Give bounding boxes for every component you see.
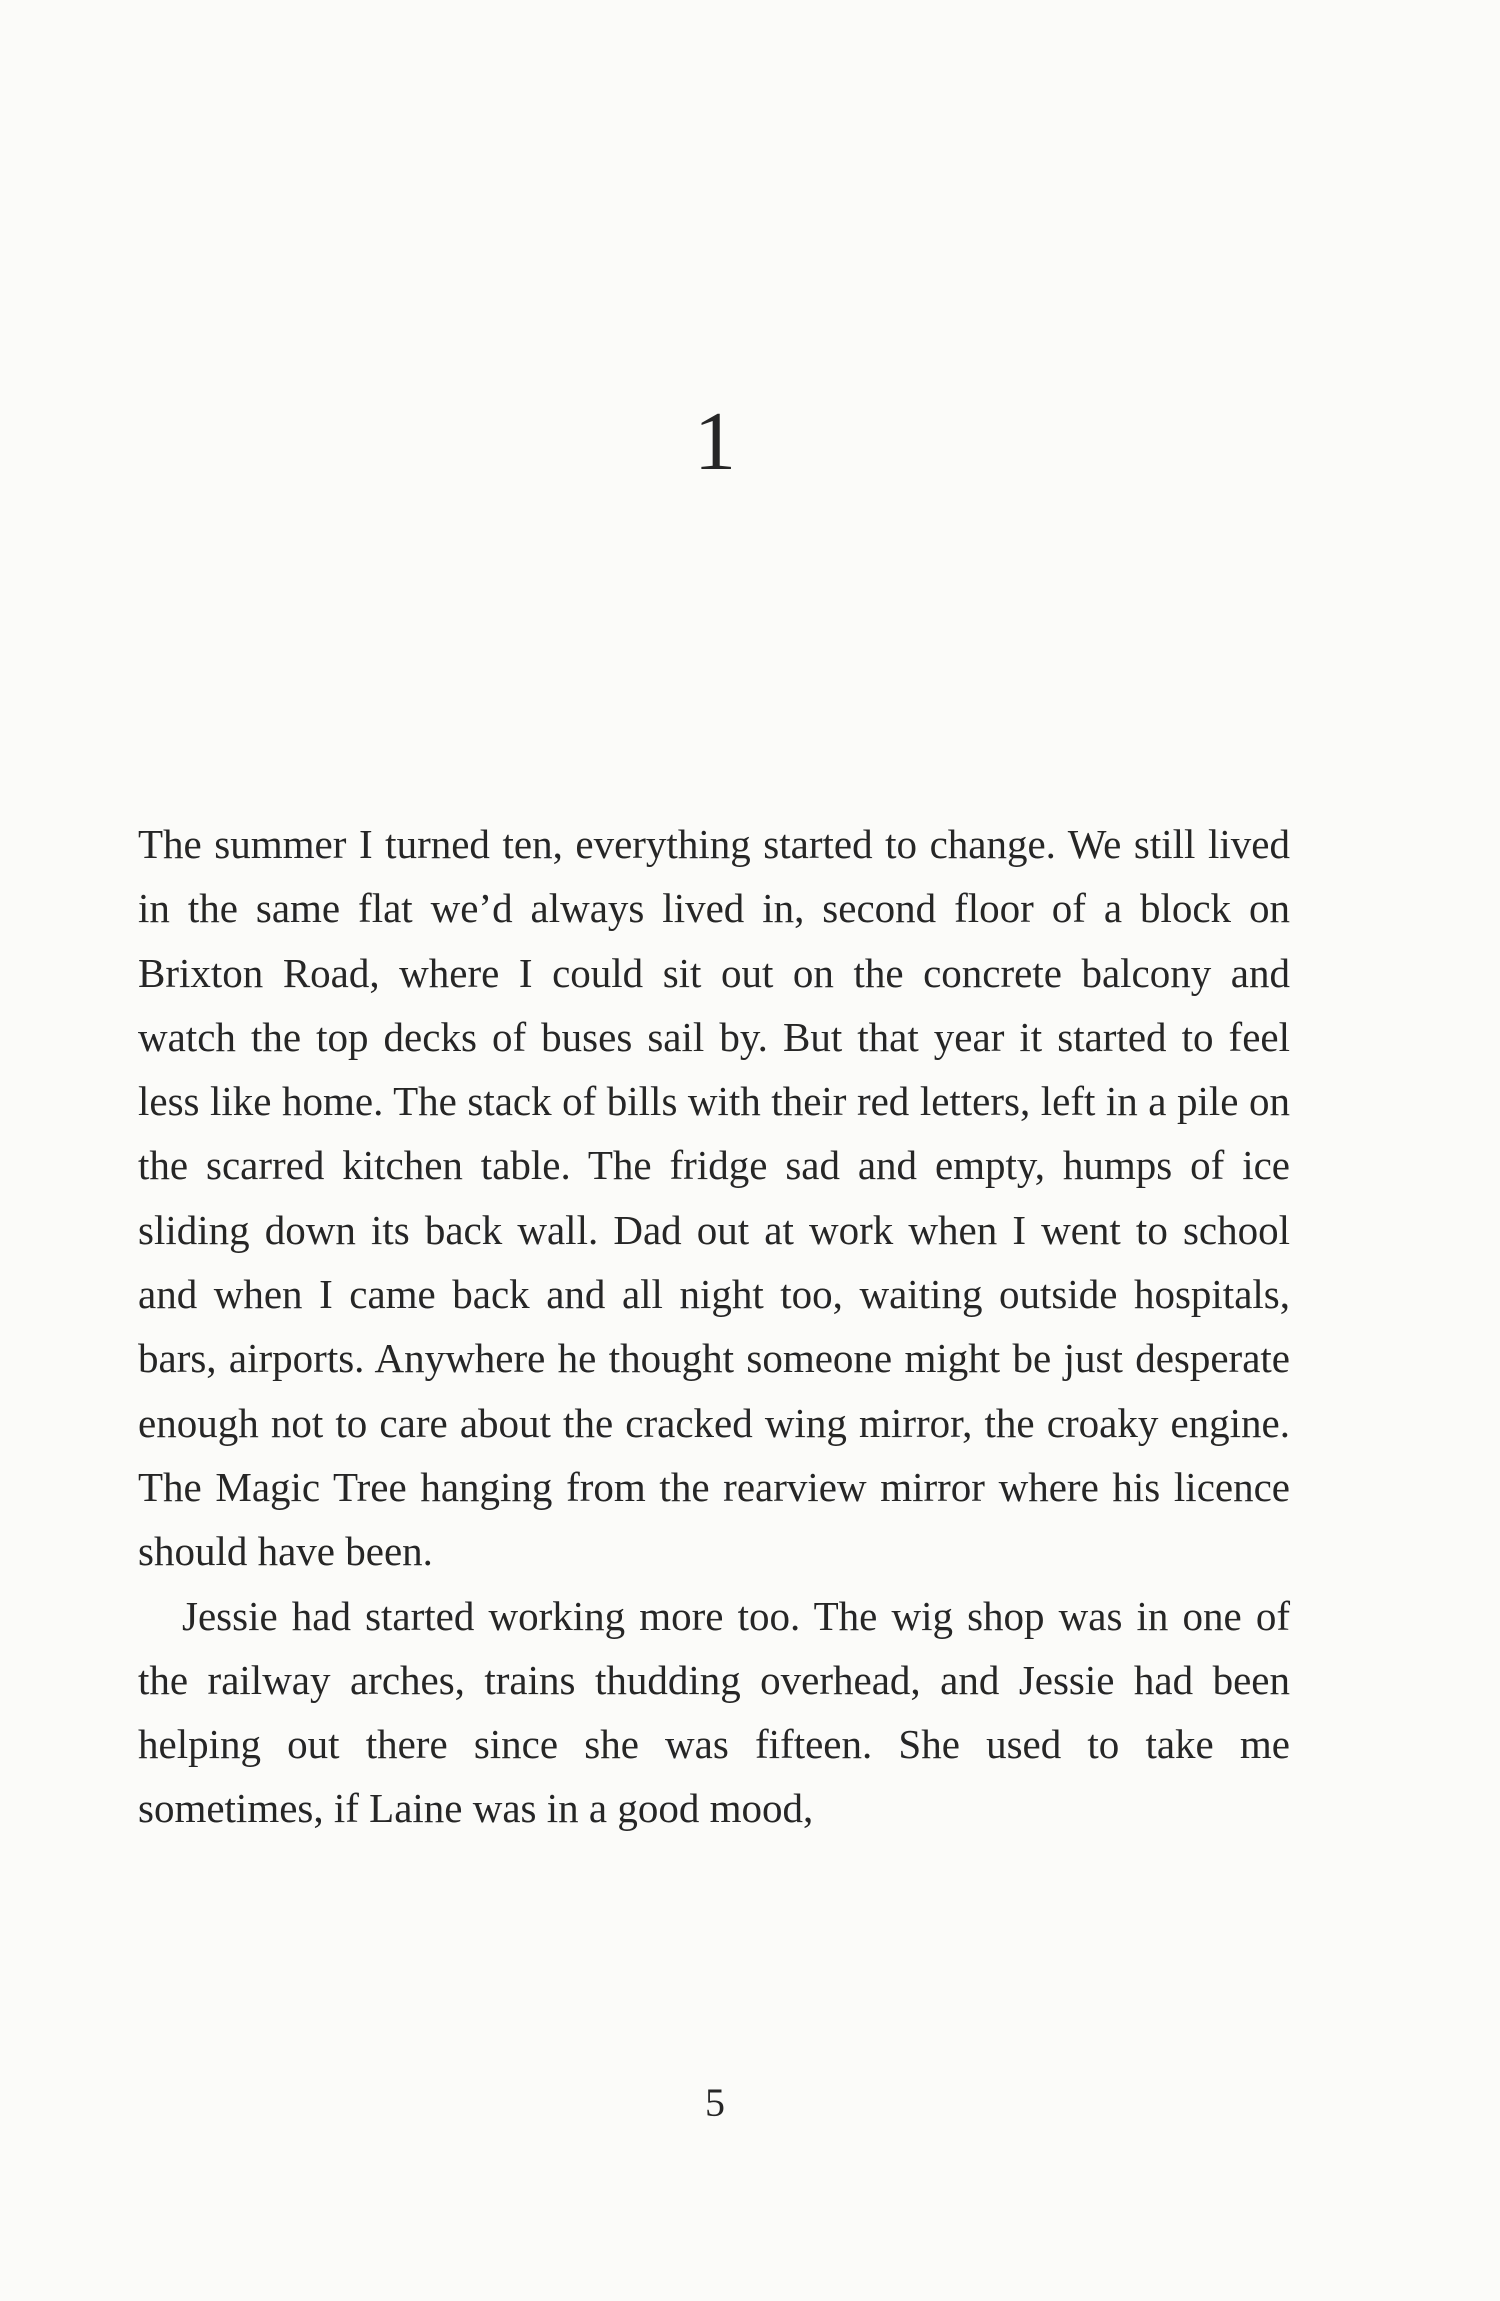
paragraph-1: The summer I turned ten, everything started to change. We still lived in the same flat we’d always lived in, second floor of a block on Brixton Road, where I could sit out on the concrete balcony and watch the top decks of buses sail by. But that year it started to feel less like home. The stack of bills with their red letters, left in a pile on the scarred kitchen table. The fridge sad and empty, humps of ice sliding down its back wall. Dad out at work when I went to school and when I came back and all night too, waiting outside hospitals, bars, airports. Anywhere he thought someone might be just desperate enough not to care about the cracked wing mirror, the croaky engine. The Magic Tree hanging from the rearview mirror where his licence should have been. <box>138 821 1290 1575</box>
paragraph-2: Jessie had started working more too. The wig shop was in one of the railway arches, trains thudding overhead, and Jessie had been helping out there since she was fifteen. She used to take me sometimes, if Laine was in a good mood, <box>138 1592 1290 1832</box>
chapter-body <box>138 812 1290 1841</box>
page-number: 5 <box>705 2080 725 2125</box>
chapter-number: 1 <box>694 395 736 488</box>
